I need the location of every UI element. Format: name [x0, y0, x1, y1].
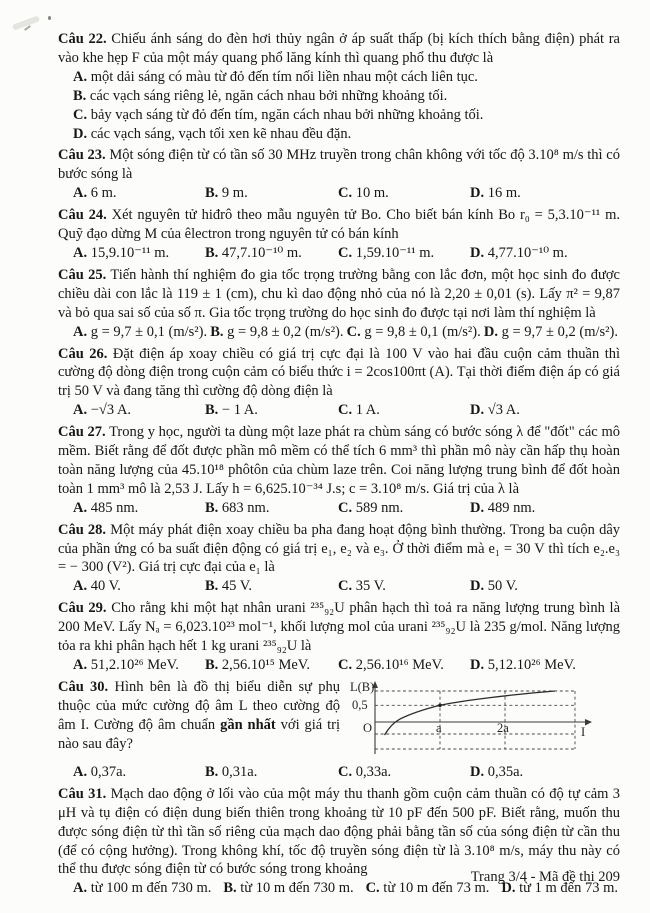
option-text: g = 9,7 ± 0,1 (m/s²).	[90, 323, 208, 340]
question-22	[58, 30, 620, 143]
scan-artifact	[24, 25, 31, 31]
y-tick-label: 0,5	[352, 697, 368, 712]
option-text: 2,56.10¹⁶ MeV.	[355, 657, 444, 673]
option-text: 489 nm.	[487, 499, 536, 516]
option-text: 35 V.	[355, 578, 386, 595]
option-letter: D.	[73, 125, 88, 142]
question-number: Câu 30.	[58, 678, 109, 695]
option-letter: C.	[73, 106, 88, 123]
option-b	[205, 577, 338, 596]
option-b	[58, 87, 620, 106]
option-c	[338, 184, 470, 203]
option-letter: D.	[501, 880, 516, 897]
option-text: 589 nm.	[355, 499, 404, 516]
option-text: 4,77.10⁻¹⁰ m.	[487, 244, 568, 261]
x-axis-label: I	[581, 724, 586, 739]
option-text: 15,9.10⁻¹¹ m.	[90, 244, 170, 261]
option-text: 16 m.	[487, 185, 521, 202]
option-text: 0,33a.	[355, 763, 392, 780]
option-b	[223, 879, 353, 898]
question-text: Đặt điện áp xoay chiều có giá trị cực đại là 100 V vào hai đầu cuộn cảm thuần thì cường độ dòng điện trong cuộn cảm có biểu thức i = 2cos100πt (A). Tại thời điểm điện áp có giá trị 50 V và đang tăng thì cường độ dòng điện là	[58, 345, 621, 400]
option-text: các vạch sáng, vạch tối xen kẽ nhau đều đặn.	[90, 125, 352, 142]
option-letter: C.	[338, 499, 353, 516]
question-number: Câu 28.	[58, 521, 107, 538]
option-text: g = 9,7 ± 0,2 (m/s²).	[501, 323, 618, 340]
option-text: từ 10 m đến 73 m.	[383, 880, 490, 897]
option-a	[73, 763, 205, 782]
option-b	[205, 244, 338, 263]
option-c	[338, 401, 470, 420]
option-letter: D.	[470, 578, 485, 595]
option-letter: D.	[470, 185, 485, 202]
question-text: Một sóng điện từ có tần số 30 MHz truyền trong chân không với tốc độ 3.10⁸ m/s thì có bước sóng là	[58, 147, 620, 183]
option-letter: C.	[365, 880, 380, 897]
question-number: Câu 24.	[58, 207, 107, 224]
option-text: 51,2.10²⁶ MeV.	[90, 657, 179, 673]
option-a	[58, 68, 620, 87]
question-24	[58, 206, 620, 263]
question-stem	[58, 345, 620, 402]
option-text: 47,7.10⁻¹⁰ m.	[221, 244, 302, 261]
option-text: một dải sáng có màu từ đỏ đến tím nối liền nhau một cách liên tục.	[90, 68, 478, 85]
option-a	[73, 499, 205, 518]
origin-label: O	[363, 720, 373, 735]
options-row	[58, 323, 620, 342]
option-letter: C.	[338, 402, 353, 419]
sound-level-vs-intensity-graph	[348, 680, 596, 761]
question-text: Chiếu ánh sáng do đèn hơi thủy ngân ở áp suất thấp (bị kích thích bằng điện) phát ra vào khe hẹp F của một máy quang phổ lăng kính thì quang phổ thu được là	[58, 31, 620, 66]
option-a	[73, 244, 205, 263]
options-row	[58, 656, 620, 675]
options-row	[58, 499, 620, 518]
option-d	[484, 323, 618, 342]
options-row	[58, 577, 620, 596]
option-d	[58, 125, 620, 144]
question-29	[58, 599, 620, 675]
options-row	[58, 184, 620, 203]
option-letter: B.	[205, 763, 219, 780]
question-number: Câu 26.	[58, 345, 108, 362]
option-letter: A.	[73, 244, 88, 261]
option-letter: C.	[338, 244, 353, 261]
x-axis-arrow	[585, 719, 592, 726]
option-b	[205, 401, 338, 420]
option-text: 1 A.	[355, 402, 380, 419]
option-text: bảy vạch sáng từ đỏ đến tím, ngăn cách nhau bởi những khoảng tối.	[90, 106, 484, 123]
option-text: 40 V.	[90, 578, 121, 595]
question-28	[58, 521, 620, 597]
option-text: −√3 A.	[90, 402, 132, 419]
option-c	[338, 763, 470, 782]
option-letter: A.	[73, 657, 88, 673]
options-list	[58, 68, 620, 144]
option-letter: D.	[470, 244, 485, 261]
question-23	[58, 146, 620, 203]
question-text-bold: gần nhất	[220, 716, 276, 733]
option-letter: A.	[73, 880, 88, 897]
option-letter: C.	[338, 763, 353, 780]
option-a	[73, 401, 205, 420]
option-text: 10 m.	[355, 185, 389, 202]
option-text: 683 nm.	[221, 499, 270, 516]
option-text: 2,56.10¹⁵ MeV.	[221, 657, 311, 673]
question-text: Tiến hành thí nghiệm đo gia tốc trọng trường bằng con lắc đơn, một học sinh đo được chiều dài con lắc là 119 ± 1 (cm), chu kì dao động nhỏ của nó là 2,20 ± 0,01 (s). Lấy π² = 9,87 và bỏ qua sai số của số π. Gia tốc trọng trường do học sinh đo được tại nơi làm thí nghiệm là	[58, 266, 620, 321]
option-c	[338, 577, 470, 596]
option-letter: C.	[338, 657, 353, 673]
x-tick-2a: 2a	[497, 720, 509, 735]
question-number: Câu 29.	[58, 600, 107, 617]
question-number: Câu 23.	[58, 147, 106, 164]
option-letter: C.	[338, 185, 353, 202]
option-a	[73, 323, 207, 342]
option-a	[73, 577, 205, 596]
option-letter: A.	[73, 499, 88, 516]
option-text: 0,35a.	[487, 763, 524, 780]
scan-artifact	[48, 16, 51, 20]
axes	[375, 685, 585, 754]
question-text: Một máy phát điện xoay chiều ba pha đang hoạt động bình thường. Trong ba cuộn dây của phần ứng có ba suất điện động có giá trị e₁, e₂ và e₃. Ở thời điểm mà e₁ = 30 V thì tích e₂.e₃ = − 300 (V²). Giá trị cực đại của e₁ là	[58, 521, 620, 576]
option-letter: A.	[73, 185, 88, 202]
question-number: Câu 27.	[58, 424, 106, 441]
option-d	[470, 184, 620, 203]
page-footer: Trang 3/4 - Mã đề thi 209	[470, 869, 620, 885]
option-letter: B.	[205, 244, 219, 261]
option-text: g = 9,8 ± 0,2 (m/s²).	[227, 323, 344, 340]
option-text: 485 nm.	[90, 499, 139, 516]
option-letter: D.	[470, 499, 485, 516]
option-letter: D.	[483, 323, 498, 340]
scan-artifact	[12, 15, 40, 30]
option-text: 6 m.	[90, 185, 117, 202]
question-27	[58, 423, 620, 518]
question-number: Câu 31.	[58, 785, 107, 802]
options-row	[58, 401, 620, 420]
option-text: 50 V.	[487, 578, 518, 595]
option-letter: C.	[346, 323, 361, 340]
option-d	[470, 656, 620, 675]
option-letter: C.	[338, 578, 353, 595]
option-letter: B.	[205, 402, 219, 419]
option-a	[73, 656, 205, 675]
option-letter: D.	[470, 763, 485, 780]
question-text: Trong y học, người ta dùng một laze phát ra chùm sáng có bước sóng λ để "đốt" các mô mềm. Biết rằng để đốt được phần mô mềm có thể tích 6 mm³ thì phần mô này cần hấp thụ hoàn toàn năng lượng của 45.10¹⁸ phôtôn của chùm laze trên. Coi năng lượng trung bình để đốt hoàn toàn 1 mm³ mô là 2,53 J. Lấy h = 6,625.10⁻³⁴ J.s; c = 3.10⁸ m/s. Giá trị của λ là	[58, 424, 620, 497]
option-letter: B.	[205, 185, 219, 202]
question-stem	[58, 423, 620, 499]
option-text: từ 10 m đến 730 m.	[240, 880, 354, 897]
option-text: 5,12.10²⁶ MeV.	[487, 657, 576, 673]
question-number: Câu 22.	[58, 31, 107, 47]
question-text: Hình bên là đồ thị biểu diễn sự phụ thuộc của mức cường độ âm L theo cường độ âm I. Cường độ âm chuẩn	[58, 678, 341, 733]
question-stem	[58, 206, 620, 244]
options-row	[58, 244, 620, 263]
option-text: √3 A.	[487, 402, 520, 419]
question-30	[58, 678, 620, 782]
option-text: 0,37a.	[90, 763, 127, 780]
log-curve	[385, 691, 556, 735]
option-c	[338, 244, 470, 263]
option-letter: B.	[223, 880, 237, 897]
option-letter: B.	[205, 578, 219, 595]
option-c	[347, 323, 481, 342]
question-stem	[58, 521, 620, 578]
x-tick-a: a	[436, 720, 442, 735]
option-text: 1,59.10⁻¹¹ m.	[355, 244, 435, 261]
y-axis-label: L(B)	[350, 679, 375, 694]
option-text: 9 m.	[221, 185, 248, 202]
question-number: Câu 25.	[58, 266, 107, 283]
option-text: 45 V.	[221, 578, 253, 595]
option-a	[73, 184, 205, 203]
question-25	[58, 266, 620, 342]
question-text: Xét nguyên tử hiđrô theo mẫu nguyên tử Bo. Cho biết bán kính Bo r₀ = 5,3.10⁻¹¹ m. Quỹ đạo dừng M của êlectron trong nguyên tử có bán kính	[58, 207, 621, 243]
option-d	[470, 577, 620, 596]
question-text: Cho rằng khi một hạt nhân urani ²³⁵₉₂U phân hạch thì toả ra năng lượng trung bình là 200 MeV. Lấy Nₐ = 6,023.10²³ mol⁻¹, khối lượng mol của urani ²³⁵₉₂U là 235 g/mol. Năng lượng tỏa ra khi phân hạch hết 1 kg urani ²³⁵₉₂U là	[58, 600, 621, 655]
question-text: Mạch dao động ở lối vào của một máy thu thanh gồm cuộn cảm thuần có độ tự cảm 3 μH và tụ điện có điện dung biến thiên trong khoảng từ 10 pF đến 500 pF. Biết rằng, muốn thu được sóng điện từ thì tần số riêng của mạch dao động phải bằng tần số của sóng điện từ cần thu (để có cộng hưởng). Trong không khí, tốc độ truyền sóng điện từ là 3.10⁸ m/s, máy thu này có thể thu được sóng điện từ có bước sóng trong khoảng	[58, 785, 620, 878]
option-text: 0,31a.	[221, 763, 258, 780]
option-letter: A.	[73, 402, 88, 419]
option-c	[338, 499, 470, 518]
option-letter: A.	[73, 323, 88, 340]
option-letter: B.	[205, 499, 219, 516]
option-letter: D.	[470, 402, 485, 419]
question-stem	[58, 146, 620, 184]
question-stem	[58, 266, 620, 323]
option-letter: D.	[470, 657, 485, 673]
option-d	[470, 763, 620, 782]
option-b	[210, 323, 343, 342]
option-text: từ 1 m đến 73 m.	[519, 880, 618, 897]
option-letter: B.	[205, 657, 219, 673]
option-a	[73, 879, 211, 898]
option-letter: A.	[73, 763, 88, 780]
option-c	[338, 656, 470, 675]
option-letter: A.	[73, 578, 88, 595]
question-stem	[58, 785, 620, 880]
option-d	[470, 499, 620, 518]
question-stem	[58, 599, 620, 656]
question-stem	[58, 30, 620, 68]
option-b	[205, 184, 338, 203]
option-letter: B.	[210, 323, 224, 340]
option-letter: A.	[73, 68, 88, 85]
option-b	[205, 656, 338, 675]
option-b	[205, 499, 338, 518]
question-26	[58, 345, 620, 421]
option-d	[470, 401, 620, 420]
exam-content	[58, 30, 620, 901]
option-text: − 1 A.	[221, 402, 258, 419]
option-letter: B.	[73, 87, 87, 104]
option-b	[205, 763, 338, 782]
option-text: g = 9,8 ± 0,1 (m/s²).	[364, 323, 481, 340]
option-text: các vạch sáng riêng lẻ, ngăn cách nhau bởi những khoảng tối.	[89, 87, 448, 104]
question-text: với giá trị nào sau đây?	[58, 716, 341, 752]
marked-point	[438, 703, 442, 707]
option-d	[470, 244, 620, 263]
option-c	[58, 106, 620, 125]
options-row	[58, 763, 620, 782]
option-text: từ 100 m đến 730 m.	[90, 880, 212, 897]
